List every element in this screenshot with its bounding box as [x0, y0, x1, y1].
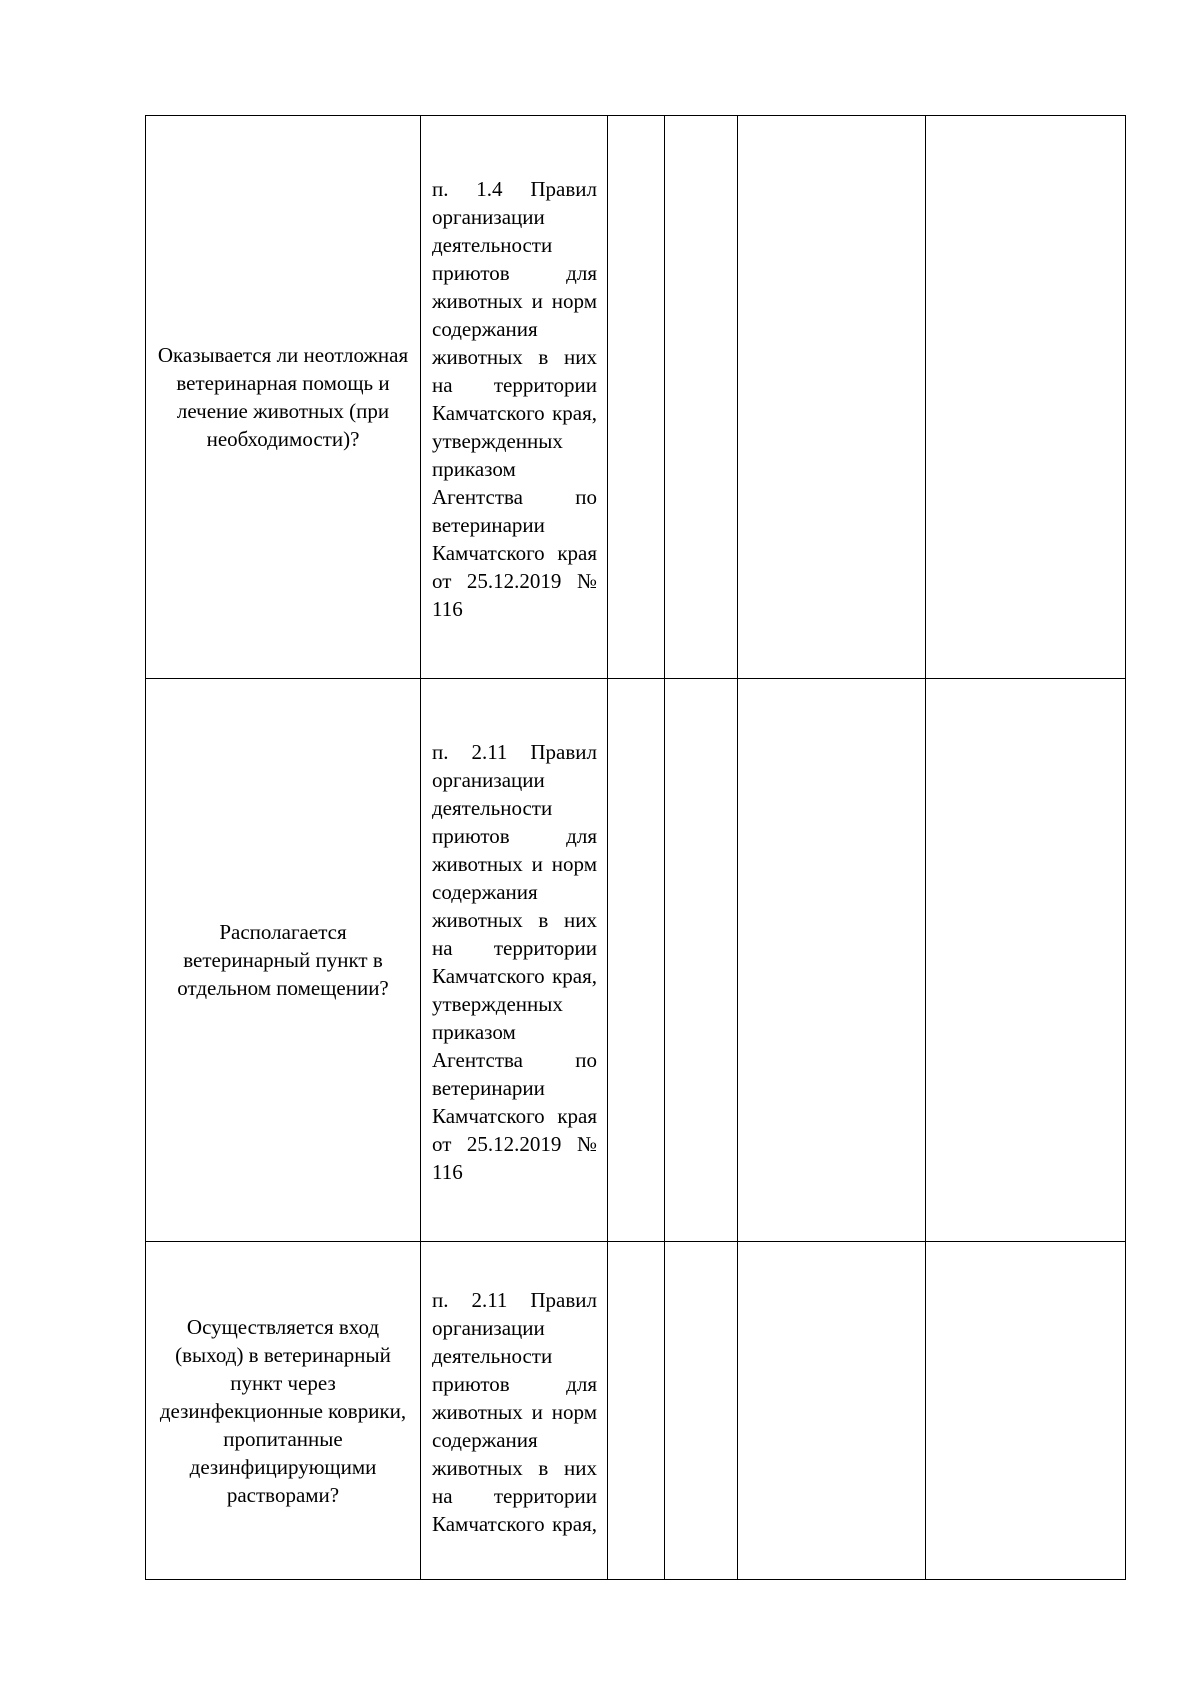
- answer-yes-cell: [608, 116, 665, 679]
- answer-yes-cell: [608, 679, 665, 1242]
- question-text: Располагается ветеринарный пункт в отдельном помещении?: [177, 920, 389, 1000]
- question-cell: [146, 116, 421, 679]
- not-applicable-cell: [738, 116, 926, 679]
- answer-no-cell: [665, 116, 738, 679]
- answer-no-cell: [665, 1242, 738, 1580]
- answer-no-cell: [665, 679, 738, 1242]
- table-row: [146, 116, 1126, 679]
- not-applicable-cell: [738, 1242, 926, 1580]
- table-row: [146, 679, 1126, 1242]
- checklist-table: [145, 115, 1126, 1580]
- norm-reference-text: п. 1.4 Правил организации деятельности приютов для животных и норм содержания животных в них на территории Камчатского края, утвержденных приказом Агентства по ветеринарии Камчатского края от 25.12.2019 № 116: [432, 176, 597, 621]
- question-cell: [146, 679, 421, 1242]
- norm-reference-cell: [421, 679, 608, 1242]
- question-text: Оказывается ли неотложная ветеринарная помощь и лечение животных (при необходимости)?: [157, 343, 409, 451]
- note-cell: [926, 116, 1126, 679]
- note-cell: [926, 679, 1126, 1242]
- question-text: Осуществляется вход (выход) в ветеринарный пункт через дезинфекционные коврики, пропитанные дезинфицирующими растворами?: [159, 1314, 407, 1507]
- norm-reference-text: п. 2.11 Правил организации деятельности приютов для животных и норм содержания животных в них на территории Камчатского края,: [432, 1288, 597, 1536]
- norm-reference-text: п. 2.11 Правил организации деятельности приютов для животных и норм содержания животных в них на территории Камчатского края, утвержденных приказом Агентства по ветеринарии Камчатского края от 25.12.2019 № 116: [432, 739, 597, 1184]
- question-cell: [146, 1242, 421, 1580]
- not-applicable-cell: [738, 679, 926, 1242]
- norm-reference-cell: [421, 116, 608, 679]
- table-row: [146, 1242, 1126, 1580]
- norm-reference-cell: [421, 1242, 608, 1580]
- note-cell: [926, 1242, 1126, 1580]
- answer-yes-cell: [608, 1242, 665, 1580]
